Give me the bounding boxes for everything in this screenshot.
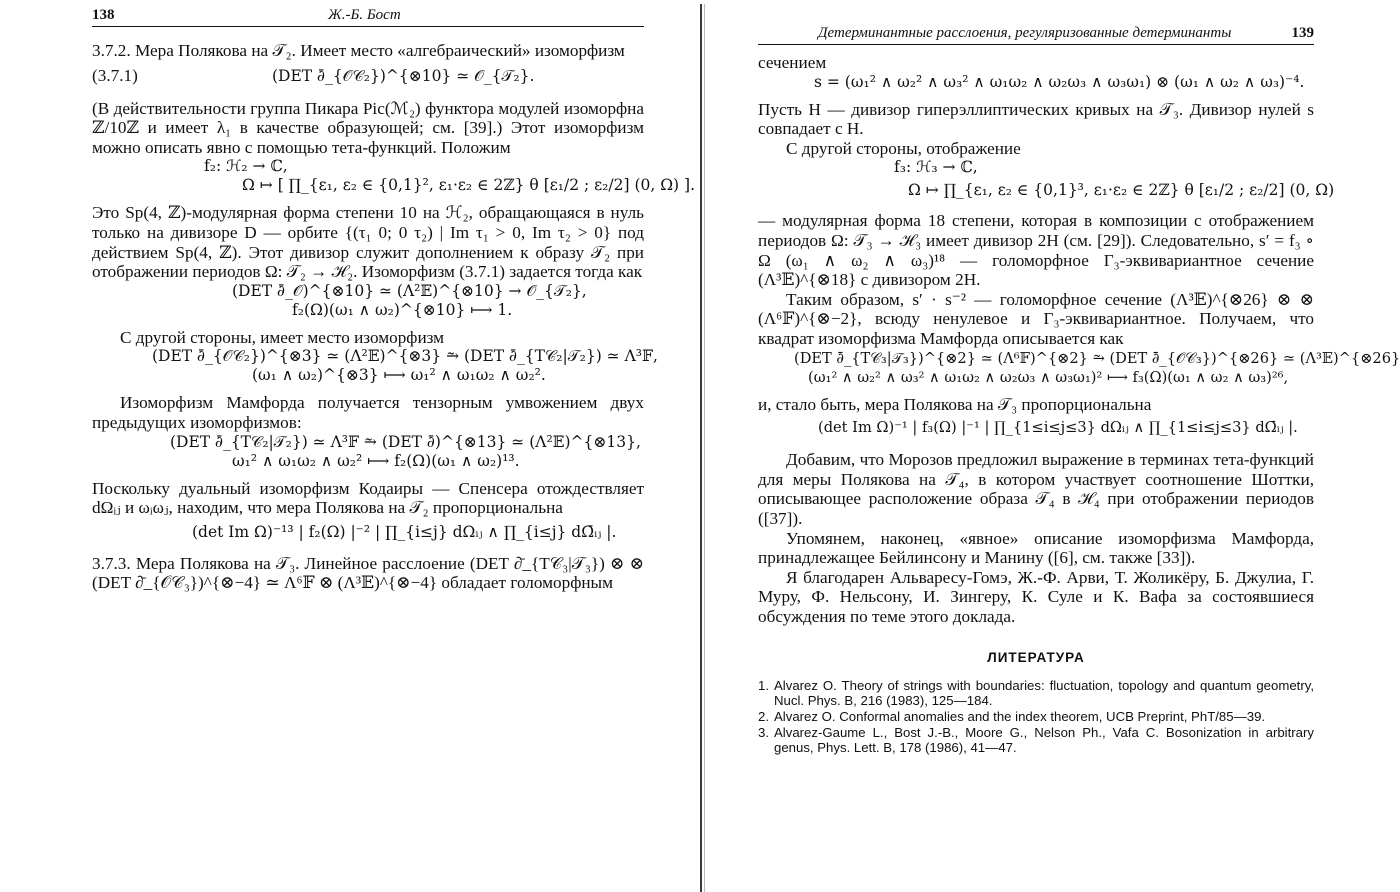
formula-iso-line2: f₂(Ω)(ω₁ ∧ ω₂)^{⊗10} ⟼ 1. <box>292 300 513 319</box>
formula-square-line2: (ω₁² ∧ ω₂² ∧ ω₃² ∧ ω₁ω₂ ∧ ω₂ω₃ ∧ ω₃ω₁)² ⟼ f₃(Ω)(ω₁ ∧ ω₂ ∧ ω₃)²⁶, <box>808 368 1289 386</box>
left-page <box>92 0 696 892</box>
formula-s: s = (ω₁² ∧ ω₂² ∧ ω₃² ∧ ω₁ω₂ ∧ ω₂ω₃ ∧ ω₃ω₁) ⊗ (ω₁ ∧ ω₂ ∧ ω₃)⁻⁴. <box>814 72 1305 91</box>
paragraph-explicit: Упомянем, наконец, «явное» описание изоморфизма Мамфорда, принадлежащее Бейлинсону и Манину ([6], см. также [33]). <box>758 528 1314 568</box>
formula-measure-2: (det Im Ω)⁻¹³ | f₂(Ω) |⁻² | ∏_{i≤j} dΩᵢⱼ ∧ ∏_{i≤j} dΩ̄ᵢⱼ |. <box>192 522 617 541</box>
formula-f2-line1: f₂: ℋ₂ → ℂ, <box>204 157 288 176</box>
paragraph-picard: (В действительности группа Пикара Pic(ℳ₂) функтора модулей изоморфна ℤ/10ℤ и имеет λ₁ в качестве образующей; см. [39].) Этот изоморфизм можно описать явно с помощью тета-функций. Положим <box>92 98 644 157</box>
equation-number: (3.7.1) <box>92 65 138 85</box>
equation-body: (DET ∂̄_{𝒪𝒞₂})^{⊗10} ≃ 𝒪_{𝒯₂}. <box>272 66 535 85</box>
formula-mumford-line1: (DET ∂̄_{T𝒞₂|𝒯₂}) ≃ Λ³𝔽 ⥲ (DET ∂̄)^{⊗13} ≃ (Λ²𝔼)^{⊗13}, <box>170 432 641 451</box>
bibliography-list <box>758 678 1314 755</box>
formula-iso2-line1: (DET ∂̄_{𝒪𝒞₂})^{⊗3} ≃ (Λ²𝔼)^{⊗3} ⥲ (DET ∂̄_{T𝒞₂|𝒯₂}) ≃ Λ³𝔽, <box>152 347 658 366</box>
formula-square-line1: (DET ∂̄_{T𝒞₃|𝒯₃})^{⊗2} ≃ (Λ⁶𝔽)^{⊗2} ⥲ (DET ∂̄_{𝒪𝒞₃})^{⊗26} ≃ (Λ³𝔼)^{⊗26} <box>794 349 1400 367</box>
reference-number: 1. <box>758 678 769 694</box>
reference-text: Alvarez-Gaume L., Bost J.-B., Moore G., Nelson Ph., Vafa C. Bosonization in arbitrary genus, Phys. Lett. B, 178 (1986), 41—47. <box>774 725 1314 756</box>
page-number: 138 <box>92 7 115 23</box>
section-3-7-2-heading: 3.7.2. Мера Полякова на 𝒯₂. Имеет место «алгебраический» изоморфизм <box>92 41 625 60</box>
paragraph-thus: Таким образом, s′ · s⁻² — голоморфное сечение (Λ³𝔼)^{⊗26} ⊗ ⊗ (Λ⁶𝔽)^{⊗−2}, всюду ненулевое и Γ₃-эквивариантное. Получаем, что квадрат изоморфизма Мамфорда описывается как <box>758 289 1314 348</box>
paragraph-morozov: Добавим, что Морозов предложил выражение в терминах тета-функций для меры Полякова на 𝒯₄, в котором участвует соотношение Шоттки, описывающее расположение образа 𝒯₄ в ℋ₄ при отображении периодов ([37]). <box>758 450 1314 528</box>
bibliography-title: ЛИТЕРАТУРА <box>987 650 1085 666</box>
paragraph-other-side: С другой стороны, отображение <box>786 138 1021 158</box>
reference-item <box>758 678 1314 708</box>
paragraph-measure: и, стало быть, мера Полякова на 𝒯₃ пропорциональна <box>758 394 1152 414</box>
formula-measure-3: (det Im Ω)⁻¹ | f₃(Ω) |⁻¹ | ∏_{1≤i≤j≤3} dΩᵢⱼ ∧ ∏_{1≤i≤j≤3} dΩ̄ᵢⱼ |. <box>818 419 1298 437</box>
reference-number: 3. <box>758 725 769 741</box>
equation-3-7-1 <box>92 61 644 91</box>
reference-text: Alvarez O. Theory of strings with boundaries: fluctuation, topology and quantum geometry, Nucl. Phys. B, 216 (1983), 125—184. <box>774 678 1314 709</box>
running-title: Ж.-Б. Бост <box>328 7 401 23</box>
formula-f2-line2: Ω ↦ [ ∏_{ε₁, ε₂ ∈ {0,1}², ε₁·ε₂ ∈ 2ℤ} θ [ε₁/2 ; ε₂/2] (0, Ω) ]. <box>242 176 696 195</box>
gutter-shadow <box>704 4 705 892</box>
paragraph-divisor-H: Пусть H — дивизор гиперэллиптических кривых на 𝒯₃. Дивизор нулей s совпадает с H. <box>758 99 1314 139</box>
paragraph-sp4: Это Sp(4, ℤ)-модулярная форма степени 10 на ℋ₂, обращающаяся в нуль только на дивизоре D — орбите {(τ₁ 0; 0 τ₂) | Im τ₁ > 0, Im τ₂ > 0} под действием Sp(4, ℤ). Этот дивизор служит дополнением к образу 𝒯₂ при отображении периодов Ω: 𝒯₂ → ℋ₂. Изоморфизм (3.7.1) задается тогда как <box>92 203 644 282</box>
page-number: 139 <box>1291 25 1314 41</box>
formula-iso-line1: (DET ∂̄_𝒪)^{⊗10} ≃ (Λ²𝔼)^{⊗10} → 𝒪_{𝒯₂}, <box>232 281 587 300</box>
paragraph-other-side: С другой стороны, имеет место изоморфизм <box>120 327 445 347</box>
paragraph-kodaira: Поскольку дуальный изоморфизм Кодаиры — Спенсера отождествляет dΩᵢⱼ и ωᵢωⱼ, находим, что мера Полякова на 𝒯₂ пропорциональна <box>92 478 644 518</box>
reference-text: Alvarez O. Conformal anomalies and the index theorem, UCB Preprint, PhT/85—39. <box>774 709 1266 725</box>
running-title: Детерминантные расслоения, регуляризованные детерминанты <box>818 25 1232 41</box>
paragraph-thanks: Я благодарен Альваресу-Гомэ, Ж.-Ф. Арви, Т. Жоликёру, Б. Джулиа, Г. Муру, Ф. Нельсону, И. Зингеру, К. Суле и К. Вафа за состоявшиеся обсуждения по теме этого доклада. <box>758 567 1314 626</box>
right-page <box>758 0 1400 892</box>
formula-f3-line1: f₃: ℋ₃ → ℂ, <box>894 158 978 177</box>
section-3-7-3-heading: 3.7.3. Мера Полякова на 𝒯₃. Линейное расслоение (DET ∂̄_{T𝒞₃|𝒯₃}) ⊗ ⊗ (DET ∂̄_{𝒪𝒞₃})^{⊗−4} ≃ Λ⁶𝔽 ⊗ (Λ³𝔼)^{⊗−4} обладает голоморфным <box>92 553 644 593</box>
formula-mumford-line2: ω₁² ∧ ω₁ω₂ ∧ ω₂² ⟼ f₂(Ω)(ω₁ ∧ ω₂)¹³. <box>232 451 520 470</box>
formula-f3-line2: Ω ↦ ∏_{ε₁, ε₂ ∈ {0,1}³, ε₁·ε₂ ∈ 2ℤ} θ [ε₁/2 ; ε₂/2] (0, Ω) <box>908 181 1335 200</box>
reference-item <box>758 725 1314 755</box>
word-section: сечением <box>758 53 827 72</box>
paragraph-modular-18: — модулярная форма 18 степени, которая в композиции с отображением периодов Ω: 𝒯₃ → ℋ₃ имеет дивизор 2H (см. [29]). Следовательно, s′ = f₃ ∘ Ω (ω₁ ∧ ω₂ ∧ ω₃)¹⁸ — голоморфное Γ₃-эквивариантное сечение (Λ³𝔼)^{⊗18} с дивизором 2H. <box>758 211 1314 290</box>
paragraph-mumford: Изоморфизм Мамфорда получается тензорным умвожением двух предыдущих изоморфизмов: <box>92 393 644 432</box>
formula-iso2-line2: (ω₁ ∧ ω₂)^{⊗3} ⟼ ω₁² ∧ ω₁ω₂ ∧ ω₂². <box>252 366 546 385</box>
running-header-right <box>758 22 1314 45</box>
reference-number: 2. <box>758 709 769 725</box>
running-header-left <box>92 4 644 27</box>
reference-item <box>758 709 1314 724</box>
gutter-line <box>700 4 702 892</box>
